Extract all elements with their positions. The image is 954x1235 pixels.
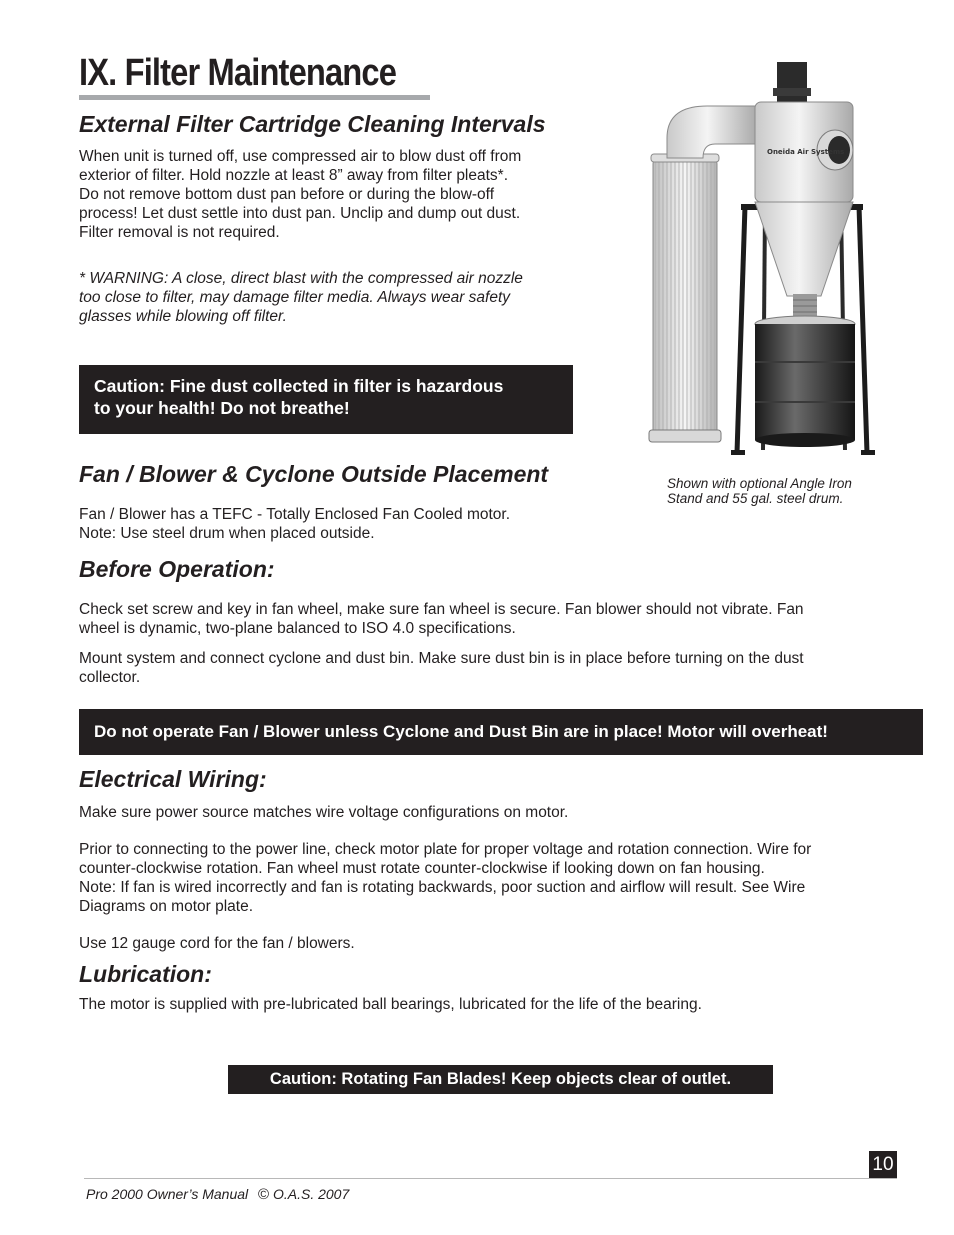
footer-company: O.A.S. 2007 (272, 1186, 350, 1202)
electrical-paragraph-3: Use 12 gauge cord for the fan / blowers. (79, 935, 355, 952)
footer-manual-title: Pro 2000 Owner’s Manual (86, 1186, 249, 1202)
footer-divider (84, 1178, 897, 1179)
section-heading-filter-cleaning: External Filter Cartridge Cleaning Intervals (79, 111, 546, 137)
text-line: process! Let dust settle into dust pan. Unclip and dump out dust. (79, 205, 521, 222)
caption-line: Shown with optional Angle Iron (667, 476, 852, 491)
text-line: Diagrams on motor plate. (79, 898, 254, 915)
text-line: too close to filter, may damage filter media. Always wear safety (79, 289, 511, 306)
text-line: Mount system and connect cyclone and dust bin. Make sure dust bin is in place before turning on the dust (79, 650, 804, 667)
footer (86, 1186, 349, 1203)
section-heading-before-operation: Before Operation: (79, 556, 275, 582)
image-caption (667, 476, 852, 506)
dust-collector-illustration (645, 58, 875, 468)
caution-box-fine-dust (79, 365, 573, 434)
outside-placement-paragraph (79, 505, 510, 543)
section-heading-lubrication: Lubrication: (79, 961, 212, 987)
page-number: 10 (869, 1151, 897, 1178)
electrical-paragraph-2 (79, 840, 811, 916)
text-line: wheel is dynamic, two-plane balanced to ISO 4.0 specifications. (79, 620, 516, 637)
caution-line: Caution: Fine dust collected in filter is hazardous (94, 376, 504, 396)
text-line: glasses while blowing off filter. (79, 308, 287, 325)
before-operation-paragraph-2 (79, 649, 804, 687)
caution-box-fan-blades: Caution: Rotating Fan Blades! Keep objects clear of outlet. (228, 1065, 773, 1094)
text-line: Note: Use steel drum when placed outside. (79, 525, 375, 542)
caption-line: Stand and 55 gal. steel drum. (667, 491, 844, 506)
text-line: Filter removal is not required. (79, 224, 280, 241)
text-line: counter-clockwise rotation. Fan wheel must rotate counter-clockwise if looking down on fan housing. (79, 860, 765, 877)
text-line: Note: If fan is wired incorrectly and fan is rotating backwards, poor suction and airflow will result. See Wire (79, 879, 806, 896)
title-underline (79, 95, 430, 100)
section-heading-electrical-wiring: Electrical Wiring: (79, 766, 267, 792)
text-line: exterior of filter. Hold nozzle at least 8” away from filter pleats*. (79, 167, 509, 184)
text-line: Fan / Blower has a TEFC - Totally Enclosed Fan Cooled motor. (79, 506, 511, 523)
notice-box-motor-overheat: Do not operate Fan / Blower unless Cyclone and Dust Bin are in place! Motor will overheat! (79, 709, 923, 755)
copyright-icon: © (258, 1186, 270, 1203)
caution-line: to your health! Do not breathe! (94, 398, 350, 418)
page-title: IX. Filter Maintenance (79, 52, 397, 94)
text-line: * WARNING: A close, direct blast with the compressed air nozzle (79, 270, 523, 287)
product-logo-text: Oneida Air Systems (767, 148, 845, 156)
text-line: When unit is turned off, use compressed air to blow dust off from (79, 148, 522, 165)
text-line: Do not remove bottom dust pan before or during the blow-off (79, 186, 495, 203)
lubrication-paragraph: The motor is supplied with pre-lubricated ball bearings, lubricated for the life of the bearing. (79, 996, 702, 1013)
text-line: Prior to connecting to the power line, check motor plate for proper voltage and rotation connection. Wire for (79, 841, 812, 858)
warning-paragraph (79, 269, 523, 326)
section-heading-outside-placement: Fan / Blower & Cyclone Outside Placement (79, 461, 549, 487)
electrical-paragraph-1: Make sure power source matches wire voltage configurations on motor. (79, 804, 569, 821)
text-line: collector. (79, 669, 141, 686)
filter-cleaning-paragraph (79, 147, 521, 242)
text-line: Check set screw and key in fan wheel, make sure fan wheel is secure. Fan blower should not vibrate. Fan (79, 601, 804, 618)
before-operation-paragraph-1 (79, 600, 804, 638)
